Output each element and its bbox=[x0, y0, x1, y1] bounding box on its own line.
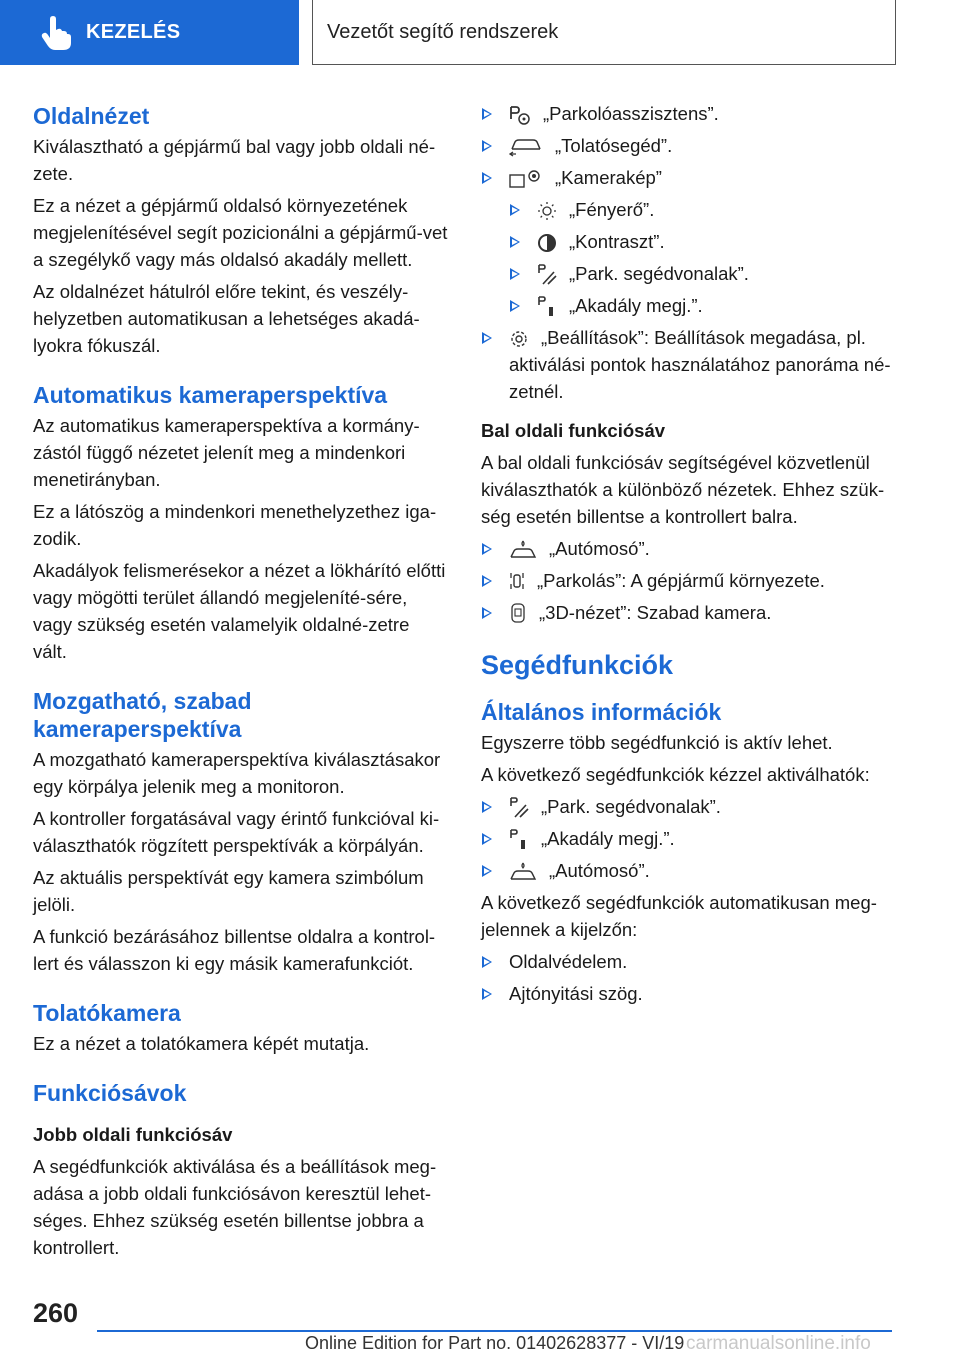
paragraph: A segédfunkciók aktiválása és a beállítások meg-adása a jobb oldali funkciósávon keresztül lehet-séges. Ehhez szükség esetén billentse jobbra a kontrollert. bbox=[33, 1156, 437, 1258]
paragraph: Akadályok felismerésekor a nézet a lökhárító előtti vagy mögötti terület állandó megjeleníté-sére, vagy szükség esetén valamelyik oldalné-zetre vált. bbox=[33, 560, 446, 662]
list-item: „Akadály megj.”. bbox=[481, 292, 901, 319]
list-item: „Akadály megj.”. bbox=[481, 825, 901, 852]
heading-oldalnezet: Oldalnézet bbox=[33, 103, 150, 129]
paragraph: A bal oldali funkciósáv segítségével közvetlenül kiválaszthatók a különböző nézetek. Ehhez szük-ség esetén billentse a kontrollert balra. bbox=[481, 452, 885, 527]
paragraph: A következő segédfunkciók kézzel aktiválhatók: bbox=[481, 764, 870, 785]
paragraph: A kontroller forgatásával vagy érintő funkcióval ki-választhatók rögzített perspektívák a körpályán. bbox=[33, 808, 440, 856]
list-item: „3D-nézet”: Szabad kamera. bbox=[481, 599, 901, 626]
paragraph: Az oldalnézet hátulról előre tekint, és veszély-helyzetben automatikusan a lehetséges akadá-lyokra fókuszál. bbox=[33, 281, 420, 356]
paragraph: Egyszerre több segédfunkció is aktív lehet. bbox=[481, 732, 833, 753]
brightness-icon bbox=[537, 201, 557, 221]
left-bar-list bbox=[481, 535, 901, 626]
list-item: „Tolatósegéd”. bbox=[481, 132, 901, 159]
list-item: „Beállítások”: Beállítások megadása, pl. aktiválási pontok használatához panoráma né-zetnél. bbox=[481, 324, 901, 405]
edition-note: Online Edition for Part no. 01402628377 - VI/19 bbox=[305, 1333, 685, 1353]
settings-gear-icon bbox=[509, 329, 529, 349]
list-item: „Park. segédvonalak”. bbox=[481, 793, 901, 820]
obstacle-marking-icon bbox=[537, 295, 557, 317]
3d-view-icon bbox=[509, 602, 527, 624]
camera-view-icon bbox=[509, 167, 543, 189]
paragraph: Ez a nézet a tolatókamera képét mutatja. bbox=[33, 1033, 370, 1054]
heading-tolatokamera: Tolatókamera bbox=[33, 1000, 181, 1026]
chapter-title: Vezetőt segítő rendszerek bbox=[327, 20, 559, 43]
heading-mozgathato: Mozgatható, szabad kameraperspektíva bbox=[33, 688, 252, 742]
list-item: „Park. segédvonalak”. bbox=[481, 260, 901, 287]
paragraph: A funkció bezárásához billentse oldalra a kontrol-lert és válasszon ki egy másik kamerafunkciót. bbox=[33, 926, 436, 974]
function-bar-list bbox=[481, 100, 901, 405]
list-item: „Fényerő”. bbox=[481, 196, 901, 223]
heading-bal-oldali: Bal oldali funkciósáv bbox=[481, 420, 666, 441]
paragraph: Ez a látószög a mindenkori menethelyzethez iga-zodik. bbox=[33, 501, 437, 549]
heading-altalanos: Általános információk bbox=[481, 699, 722, 725]
heading-funkciosavok: Funkciósávok bbox=[33, 1080, 187, 1106]
list-item: Ajtónyitási szög. bbox=[481, 980, 901, 1007]
paragraph: Az aktuális perspektívát egy kamera szimbólum jelöli. bbox=[33, 867, 424, 915]
list-item: „Autómosó”. bbox=[481, 857, 901, 884]
chapter-header bbox=[312, 0, 896, 65]
reversing-assistant-icon bbox=[509, 137, 543, 157]
left-column bbox=[33, 100, 448, 1266]
parking-guidelines-icon bbox=[509, 796, 529, 818]
paragraph: Ez a nézet a gépjármű oldalsó környezetének megjelenítésével segít pozicionálni a gépjármű-vet a szegélykő vagy más oldalsó akadály mellett. bbox=[33, 195, 448, 270]
footer-divider bbox=[97, 1330, 892, 1332]
list-item: Oldalvédelem. bbox=[481, 948, 901, 975]
list-item: „Parkolás”: A gépjármű környezete. bbox=[481, 567, 901, 594]
parking-guidelines-icon bbox=[537, 263, 557, 285]
parking-view-icon bbox=[509, 570, 525, 592]
parking-assistant-icon bbox=[509, 105, 531, 125]
watermark: carmanualsonline.info bbox=[686, 1333, 871, 1354]
paragraph: A következő segédfunkciók automatikusan meg-jelennek a kijelzőn: bbox=[481, 892, 877, 940]
heading-segedfunkciok: Segédfunkciók bbox=[481, 650, 674, 680]
car-wash-icon bbox=[509, 862, 537, 882]
obstacle-marking-icon bbox=[509, 828, 529, 850]
section-tab bbox=[0, 0, 299, 65]
list-item: „Parkolóasszisztens”. bbox=[481, 100, 901, 127]
paragraph: Kiválasztható a gépjármű bal vagy jobb oldali né-zete. bbox=[33, 136, 436, 184]
contrast-icon bbox=[537, 233, 557, 253]
heading-jobb-oldali: Jobb oldali funkciósáv bbox=[33, 1124, 233, 1145]
car-wash-icon bbox=[509, 540, 537, 560]
auto-functions-list bbox=[481, 948, 901, 1007]
list-item: „Autómosó”. bbox=[481, 535, 901, 562]
paragraph: Az automatikus kameraperspektíva a kormány-zástól függő nézetet jelenít meg a mindenkori menetirányban. bbox=[33, 415, 420, 490]
heading-automatikus: Automatikus kameraperspektíva bbox=[33, 382, 388, 408]
section-label: KEZELÉS bbox=[86, 21, 181, 43]
list-item: „Kamerakép” bbox=[481, 164, 901, 191]
hand-pointer-icon bbox=[36, 13, 76, 53]
paragraph: A mozgatható kameraperspektíva kiválasztásakor egy körpálya jelenik meg a monitoron. bbox=[33, 749, 441, 797]
list-item: „Kontraszt”. bbox=[481, 228, 901, 255]
page-number: 260 bbox=[33, 1298, 79, 1328]
right-column bbox=[481, 100, 901, 1012]
manual-functions-list bbox=[481, 793, 901, 884]
